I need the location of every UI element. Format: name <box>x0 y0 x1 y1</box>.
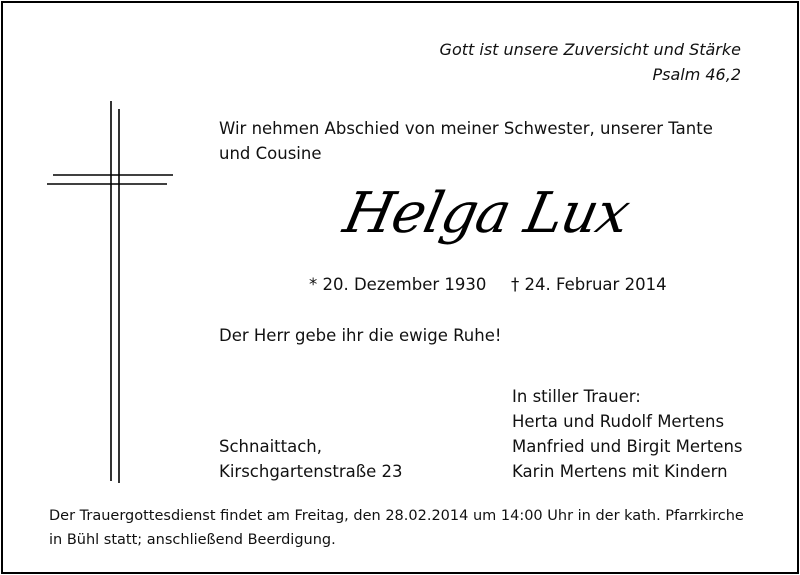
mourners-heading: In stiller Trauer: <box>512 387 641 406</box>
mourner-name: Herta und Rudolf Mertens <box>512 412 725 431</box>
blessing-text: Der Herr gebe ihr die ewige Ruhe! <box>219 326 502 345</box>
service-info-line-1: Der Trauergottesdienst findet am Freitag, den 28.02.2014 um 14:00 Uhr in der kath. Pfarrkirche <box>49 508 744 524</box>
obituary-notice <box>1 1 799 574</box>
mourner-name: Manfried und Birgit Mertens <box>512 437 743 456</box>
service-info-line-2: in Bühl statt; anschließend Beerdigung. <box>49 532 336 548</box>
cross-icon <box>47 101 177 483</box>
birth-date: * 20. Dezember 1930 <box>309 275 487 294</box>
deceased-name: Helga Lux <box>338 181 635 246</box>
psalm-reference: Psalm 46,2 <box>652 65 741 84</box>
intro-line-1: Wir nehmen Abschied von meiner Schwester, unserer Tante <box>219 119 713 138</box>
mourner-name: Karin Mertens mit Kindern <box>512 462 728 481</box>
address-city: Schnaittach, <box>219 437 322 456</box>
intro-line-2: und Cousine <box>219 144 322 163</box>
address-street: Kirschgartenstraße 23 <box>219 462 403 481</box>
death-date: † 24. Februar 2014 <box>511 275 667 294</box>
psalm-quote: Gott ist unsere Zuversicht und Stärke <box>439 40 741 59</box>
